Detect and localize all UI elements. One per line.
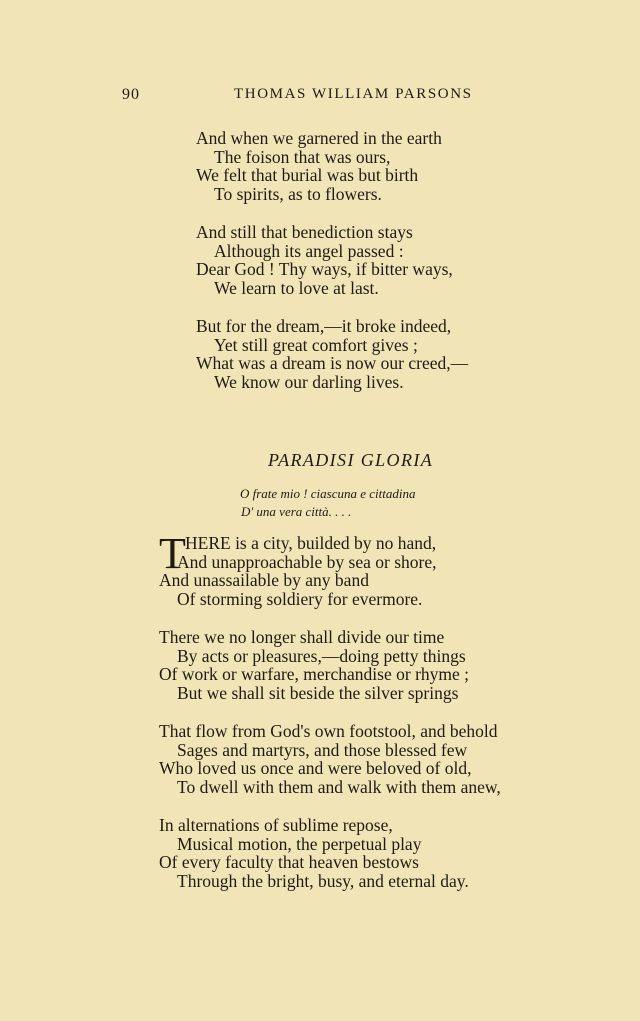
page-number: 90 <box>122 86 140 103</box>
verse-line: In alternations of sublime repose, <box>159 815 393 835</box>
verse-line: But we shall sit beside the silver springs <box>177 682 459 703</box>
verse-line: Musical motion, the perpetual play <box>177 833 422 854</box>
verse-line: And still that benediction stays <box>196 222 413 242</box>
stanza <box>159 529 437 609</box>
verse-line: Of every faculty that heaven bestows <box>159 852 419 873</box>
verse-line: Through the bright, busy, and eternal day. <box>177 870 469 891</box>
drop-cap: T <box>159 529 186 578</box>
verse-line: Who loved us once and were beloved of old, <box>159 758 472 779</box>
verse-line: Of storming soldiery for evermore. <box>177 588 423 609</box>
verse-line: What was a dream is now our creed,— <box>196 353 469 374</box>
verse-line: There we no longer shall divide our time <box>159 627 445 647</box>
stanza <box>159 722 501 796</box>
stanza <box>159 628 469 702</box>
verse-line: Yet still great comfort gives ; <box>214 334 418 355</box>
verse-line: We know our darling lives. <box>214 371 404 392</box>
epigraph <box>240 485 415 521</box>
stanza <box>196 317 468 391</box>
verse-line: And unapproachable by sea or shore, <box>177 551 437 572</box>
verse-line: By acts or pleasures,—doing petty things <box>177 645 466 666</box>
verse-line: To dwell with them and walk with them anew, <box>177 776 501 797</box>
verse-line: To spirits, as to flowers. <box>214 183 382 204</box>
stanza <box>196 129 442 203</box>
epigraph-line: O frate mio ! ciascuna e cittadina <box>240 486 416 501</box>
verse-line: The foison that was ours, <box>214 146 391 167</box>
epigraph-line: D' una vera città. . . . <box>241 504 352 519</box>
verse-line: And when we garnered in the earth <box>196 128 442 148</box>
verse-line: HERE is a city, builded by no hand, <box>185 533 437 553</box>
stanza <box>159 816 469 890</box>
verse-line: Dear God ! Thy ways, if bitter ways, <box>196 259 453 280</box>
verse-line: And unassailable by any band <box>159 570 369 591</box>
poem-title: PARADISI GLORIA <box>268 450 434 470</box>
running-title: THOMAS WILLIAM PARSONS <box>234 86 473 102</box>
verse-line: But for the dream,—it broke indeed, <box>196 316 452 336</box>
page-header <box>0 86 640 110</box>
stanza <box>196 223 453 297</box>
verse-line: That flow from God's own footstool, and behold <box>159 721 498 741</box>
verse-line: Of work or warfare, merchandise or rhyme ; <box>159 664 470 685</box>
verse-line: We felt that burial was but birth <box>196 165 419 186</box>
verse-line: We learn to love at last. <box>214 277 379 298</box>
verse-line: Sages and martyrs, and those blessed few <box>177 739 468 760</box>
verse-line: Although its angel passed : <box>214 240 404 261</box>
